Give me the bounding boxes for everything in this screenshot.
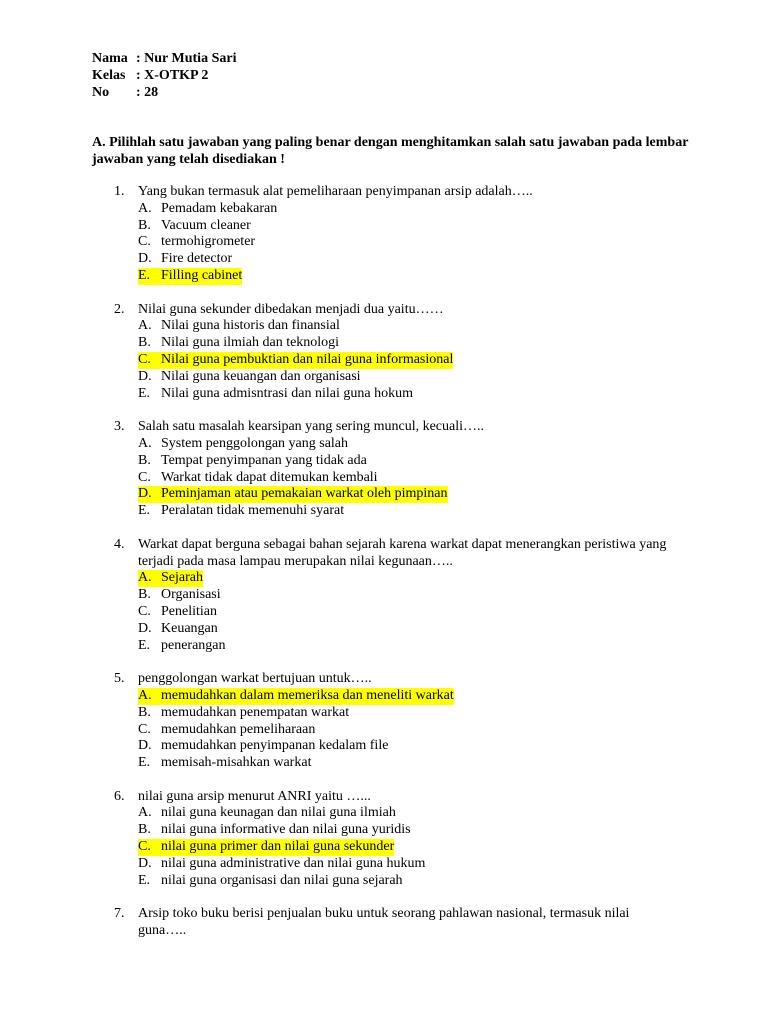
answer-option <box>114 587 674 604</box>
question-line <box>114 419 674 436</box>
class-label: Kelas <box>92 68 126 83</box>
selected-answer-text: Nilai guna pembuktian dan nilai guna informasional <box>161 351 454 367</box>
question-number: 2. <box>114 301 125 317</box>
question-text: Salah satu masalah kearsipan yang sering muncul, kecuali….. <box>138 419 485 435</box>
question-item <box>114 671 674 772</box>
option-letter: B. <box>138 704 151 720</box>
option-letter: D. <box>138 738 152 754</box>
answer-option <box>114 822 674 839</box>
option-letter: B. <box>138 587 151 603</box>
answer-option <box>114 268 674 285</box>
option-letter: C. <box>138 839 161 856</box>
question-text: Warkat dapat berguna sebagai bahan sejarah karena warkat dapat menerangkan peristiwa yang terjadi pada masa lampau merupakan nilai kegunaan….. <box>138 536 667 569</box>
answer-option <box>114 251 674 268</box>
question-text: Yang bukan termasuk alat pemeliharaan penyimpanan arsip adalah….. <box>138 184 533 199</box>
student-header <box>92 51 236 102</box>
option-text: nilai guna organisasi dan nilai guna sejarah <box>161 872 403 888</box>
option-letter: C. <box>138 469 151 485</box>
question-line <box>114 537 674 571</box>
answer-option <box>114 570 674 587</box>
option-text: memisah-misahkan warkat <box>161 755 312 771</box>
question-line <box>114 789 674 806</box>
option-letter: C. <box>138 234 151 250</box>
option-text: Nilai guna historis dan finansial <box>161 318 340 334</box>
option-letter: C. <box>138 721 151 737</box>
option-text: termohigrometer <box>161 234 256 250</box>
answer-option <box>114 873 674 890</box>
option-text: Keuangan <box>161 620 218 636</box>
answer-option <box>114 352 674 369</box>
question-text: penggolongan warkat bertujuan untuk….. <box>138 671 372 687</box>
selected-answer-text: Sejarah <box>161 570 203 586</box>
option-text: Nilai guna ilmiah dan teknologi <box>161 335 340 351</box>
answer-option <box>114 436 674 453</box>
answer-option <box>114 201 674 218</box>
option-text: nilai guna keunagan dan nilai guna ilmiah <box>161 805 396 821</box>
option-text: Tempat penyimpanan yang tidak ada <box>161 452 367 468</box>
class-row <box>92 68 236 85</box>
name-row <box>92 51 236 68</box>
question-text: nilai guna arsip menurut ANRI yaitu …... <box>138 788 371 804</box>
option-letter: A. <box>138 688 161 705</box>
option-letter: D. <box>138 855 152 871</box>
selected-answer-text: Filling cabinet <box>161 267 243 283</box>
option-letter: B. <box>138 217 151 233</box>
question-text: Arsip toko buku berisi penjualan buku untuk seorang pahlawan nasional, termasuk nilai guna….. <box>138 906 630 939</box>
name-value: : Nur Mutia Sari <box>136 51 237 66</box>
option-letter: A. <box>138 435 152 451</box>
option-text: Vacuum cleaner <box>161 217 251 233</box>
option-letter: B. <box>138 822 151 838</box>
name-label: Nama <box>92 51 128 66</box>
question-item <box>114 419 674 520</box>
answer-option <box>114 621 674 638</box>
question-item <box>114 789 674 890</box>
option-letter: E. <box>138 755 151 771</box>
question-item <box>114 302 674 403</box>
option-text: penerangan <box>161 637 226 653</box>
question-item <box>114 537 674 655</box>
answer-option <box>114 705 674 722</box>
option-text: Pemadam kebakaran <box>161 200 278 216</box>
selected-answer-text: memudahkan dalam memeriksa dan meneliti warkat <box>161 687 454 703</box>
answer-option <box>114 369 674 386</box>
class-value: : X-OTKP 2 <box>136 68 209 83</box>
answer-option <box>114 386 674 403</box>
answer-option <box>114 470 674 487</box>
answer-option <box>114 839 674 856</box>
answer-option <box>114 755 674 772</box>
option-text: Nilai guna admisntrasi dan nilai guna hokum <box>161 385 413 401</box>
question-line <box>114 184 674 201</box>
option-text: Penelitian <box>161 603 217 619</box>
question-item <box>114 906 674 940</box>
option-letter: A. <box>138 570 161 587</box>
answer-option <box>114 638 674 655</box>
number-label: No <box>92 85 110 100</box>
selected-answer-text: Peminjaman atau pemakaian warkat oleh pimpinan <box>161 486 448 502</box>
question-list <box>114 184 674 957</box>
question-number: 5. <box>114 671 125 687</box>
option-text: Warkat tidak dapat ditemukan kembali <box>161 469 378 485</box>
question-number: 3. <box>114 419 125 435</box>
option-letter: E. <box>138 385 151 401</box>
answer-option <box>114 738 674 755</box>
option-letter: A. <box>138 200 152 216</box>
option-text: nilai guna informative dan nilai guna yuridis <box>161 822 411 838</box>
option-letter: C. <box>138 603 151 619</box>
answer-option <box>114 503 674 520</box>
answer-option <box>114 486 674 503</box>
option-text: memudahkan penempatan warkat <box>161 704 350 720</box>
option-letter: E. <box>138 872 151 888</box>
section-instruction: A. Pilihlah satu jawaban yang paling benar dengan menghitamkan salah satu jawaban pada lembar jawaban yang telah disediakan ! <box>92 135 689 167</box>
option-letter: A. <box>138 805 152 821</box>
question-line <box>114 906 674 940</box>
answer-option <box>114 688 674 705</box>
answer-option <box>114 856 674 873</box>
option-letter: B. <box>138 335 151 351</box>
option-letter: A. <box>138 318 152 334</box>
option-letter: E. <box>138 268 161 285</box>
answer-option <box>114 318 674 335</box>
answer-option <box>114 722 674 739</box>
question-line <box>114 671 674 688</box>
option-text: Nilai guna keuangan dan organisasi <box>161 368 361 384</box>
option-text: Fire detector <box>161 251 233 267</box>
answer-option <box>114 805 674 822</box>
option-letter: B. <box>138 452 151 468</box>
option-letter: D. <box>138 251 152 267</box>
option-text: memudahkan penyimpanan kedalam file <box>161 738 389 754</box>
answer-option <box>114 453 674 470</box>
option-letter: E. <box>138 637 151 653</box>
option-text: memudahkan pemeliharaan <box>161 721 316 737</box>
option-letter: D. <box>138 486 161 503</box>
option-text: System penggolongan yang salah <box>161 435 349 451</box>
answer-option <box>114 234 674 251</box>
question-item <box>114 184 674 285</box>
answer-option <box>114 218 674 235</box>
number-row <box>92 85 236 102</box>
option-text: Organisasi <box>161 587 221 603</box>
option-letter: C. <box>138 352 161 369</box>
option-text: nilai guna administrative dan nilai guna hukum <box>161 855 426 871</box>
option-letter: D. <box>138 620 152 636</box>
question-number: 4. <box>114 536 125 552</box>
answer-option <box>114 604 674 621</box>
option-letter: D. <box>138 368 152 384</box>
answer-option <box>114 335 674 352</box>
option-text: Peralatan tidak memenuhi syarat <box>161 503 345 519</box>
question-number: 7. <box>114 906 125 922</box>
number-value: : 28 <box>136 85 159 100</box>
selected-answer-text: nilai guna primer dan nilai guna sekunder <box>161 839 395 855</box>
question-line <box>114 302 674 319</box>
question-number: 1. <box>114 184 125 199</box>
question-text: Nilai guna sekunder dibedakan menjadi dua yaitu…… <box>138 301 444 317</box>
question-number: 6. <box>114 788 125 804</box>
option-letter: E. <box>138 503 151 519</box>
